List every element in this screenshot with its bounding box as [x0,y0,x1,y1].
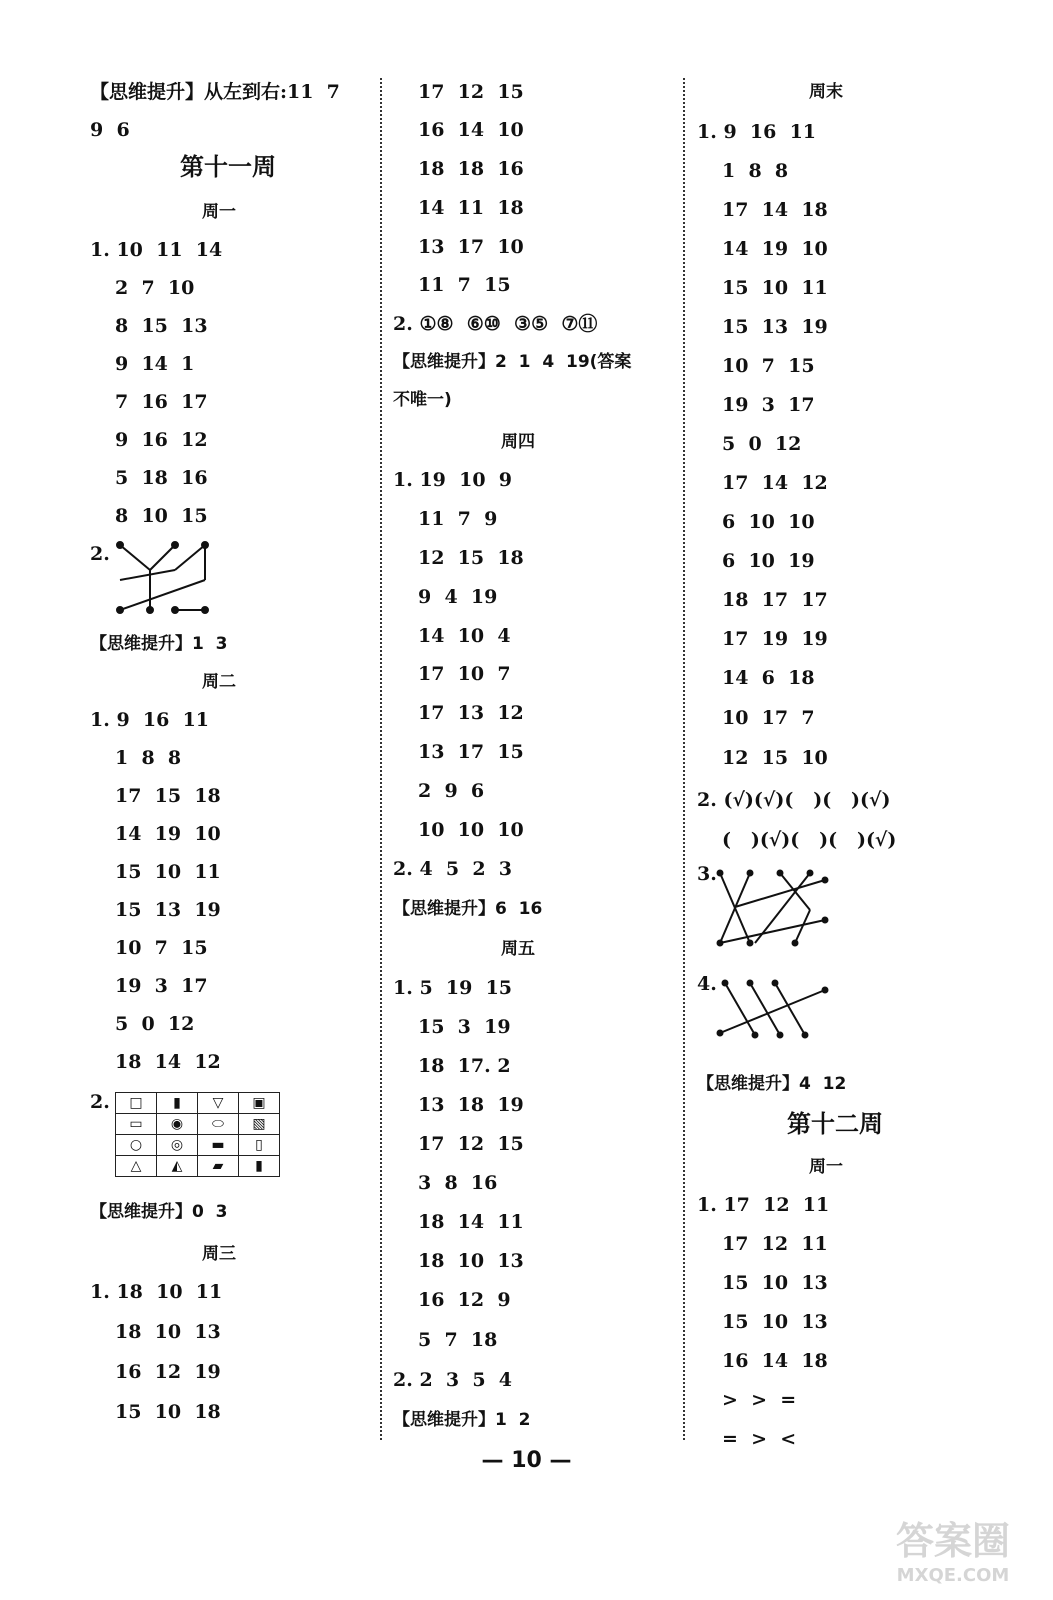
thu-row: 17 13 12 [418,702,524,724]
fri-row: 15 3 19 [418,1016,511,1038]
weekend-row: 14 19 10 [722,238,828,260]
weekend-title: 周末 [809,82,843,102]
mon-row: 9 14 1 [115,353,195,375]
shape-cell: ⬭ [198,1114,239,1135]
fri-row: 1. 5 19 15 [393,977,513,999]
top-row: 13 17 10 [418,236,524,258]
tue-row: 15 13 19 [115,899,221,921]
shape-cell: ◉ [157,1114,198,1135]
watermark-text: 答案圈 [895,1519,1010,1563]
fri-row: 18 10 13 [418,1250,524,1272]
matching-diagram-q3 [715,865,830,950]
shape-cell: ▧ [239,1114,280,1135]
matching-diagram-q4 [715,975,830,1045]
thu-row: 11 7 9 [418,508,498,530]
q3-label: 3. [697,863,717,885]
shape-cell: ◎ [157,1135,198,1156]
thu-row: 17 10 7 [418,663,511,685]
q2-check-line-1: 2. (√)(√)( )( )(√) [697,789,891,811]
tue-title: 周二 [202,672,236,692]
week12-title: 第十二周 [787,1109,883,1138]
watermark-url: MXQE.COM [896,1565,1010,1586]
shape-cell: ▣ [239,1093,280,1114]
weekend-row: 5 0 12 [722,433,802,455]
tue-row: 19 3 17 [115,975,208,997]
weekend-row: 6 10 19 [722,550,815,572]
w12-row: 17 12 11 [722,1233,828,1255]
fri-row: 18 17. 2 [418,1055,511,1077]
tue-row: 14 19 10 [115,823,221,845]
fri-q2: 2. 2 3 5 4 [393,1369,513,1391]
mon-row: 2 7 10 [115,277,195,299]
weekend-row: 6 10 10 [722,511,815,533]
wed-row: 1. 18 10 11 [90,1281,223,1303]
w12-row: > > = [722,1389,797,1411]
w12-row: 16 14 18 [722,1350,828,1372]
think-top: 【思维提升】从左到右:11 7 [90,81,340,103]
w12-row: 1. 17 12 11 [697,1194,830,1216]
mon-row: 1. 10 11 14 [90,239,223,261]
fri-row: 3 8 16 [418,1172,498,1194]
tue-row: 15 10 11 [115,861,221,883]
tue-row: 1. 9 16 11 [90,709,210,731]
wed-row: 15 10 18 [115,1401,221,1423]
shape-cell: ▭ [116,1114,157,1135]
weekend-row: 17 14 12 [722,472,828,494]
thu-row: 12 15 18 [418,547,524,569]
weekend-row: 10 7 15 [722,355,815,377]
weekend-row: 15 13 19 [722,316,828,338]
tue-row: 1 8 8 [115,747,182,769]
thu-row: 13 17 15 [418,741,524,763]
shape-cell: ▯ [239,1135,280,1156]
fri-think: 【思维提升】1 2 [393,1410,531,1430]
tue-think: 【思维提升】0 3 [90,1202,228,1222]
mon-row: 5 18 16 [115,467,208,489]
week11-title: 第十一周 [180,152,276,181]
page-number: — 10 — [481,1448,572,1473]
think-1-cont: 不唯一) [393,390,452,410]
mon-q2-label: 2. [90,543,110,565]
top-row: 17 12 15 [418,81,524,103]
fri-row: 5 7 18 [418,1329,498,1351]
top-row: 11 7 15 [418,274,511,296]
thu-think: 【思维提升】6 16 [393,899,543,919]
mon-row: 8 10 15 [115,505,208,527]
shape-cell: ▬ [198,1135,239,1156]
w12-row: 15 10 13 [722,1311,828,1333]
q4-label: 4. [697,973,717,995]
matching-diagram [115,540,215,615]
watermark-logo [878,1510,1028,1588]
thu-row: 1. 19 10 9 [393,469,513,491]
weekend-think: 【思维提升】4 12 [697,1074,847,1094]
tue-row: 18 14 12 [115,1051,221,1073]
weekend-row: 12 15 10 [722,747,828,769]
weekend-row: 19 3 17 [722,394,815,416]
weekend-row: 1 8 8 [722,160,789,182]
w12-row: = > < [722,1428,797,1450]
fri-row: 16 12 9 [418,1289,511,1311]
thu-row: 14 10 4 [418,625,511,647]
column-divider [380,78,382,1440]
column-1 [90,0,380,1440]
thu-title: 周四 [501,432,535,452]
weekend-row: 10 17 7 [722,707,815,729]
shape-cell: ▽ [198,1093,239,1114]
column-2 [393,0,678,1440]
top-row: 14 11 18 [418,197,524,219]
shape-cell: ▰ [198,1156,239,1177]
wed-row: 18 10 13 [115,1321,221,1343]
shape-cell: ◭ [157,1156,198,1177]
tue-row: 17 15 18 [115,785,221,807]
fri-title: 周五 [501,939,535,959]
weekend-row: 17 19 19 [722,628,828,650]
mon-row: 8 15 13 [115,315,208,337]
thu-row: 9 4 19 [418,586,498,608]
q2-check-line-2: ( )(√)( )( )(√) [722,829,897,851]
column-3 [697,0,997,1450]
fri-row: 13 18 19 [418,1094,524,1116]
think-1: 【思维提升】2 1 4 19(答案 [393,352,632,372]
w12-mon-title: 周一 [809,1157,843,1177]
wed-row: 16 12 19 [115,1361,221,1383]
wed-title: 周三 [202,1244,236,1264]
tue-q2-label: 2. [90,1091,110,1113]
mon-think: 【思维提升】1 3 [90,634,228,654]
mon-row: 7 16 17 [115,391,208,413]
fri-row: 18 14 11 [418,1211,524,1233]
shape-cell: ○ [116,1135,157,1156]
thu-q2: 2. 4 5 2 3 [393,858,513,880]
weekend-row: 17 14 18 [722,199,828,221]
weekend-row: 15 10 11 [722,277,828,299]
top-row: 16 14 10 [418,119,524,141]
think-top-cont: 9 6 [90,119,130,141]
weekend-row: 1. 9 16 11 [697,121,817,143]
shape-cell: △ [116,1156,157,1177]
w12-row: 15 10 13 [722,1272,828,1294]
thu-row: 10 10 10 [418,819,524,841]
column-divider [683,78,685,1440]
shape-cell: □ [116,1093,157,1114]
shape-cell: ▮ [157,1093,198,1114]
tue-row: 10 7 15 [115,937,208,959]
fri-row: 17 12 15 [418,1133,524,1155]
shape-cell: ▮ [239,1156,280,1177]
weekend-row: 14 6 18 [722,667,815,689]
tue-row: 5 0 12 [115,1013,195,1035]
shape-grid [115,1092,280,1177]
thu-row: 2 9 6 [418,780,485,802]
q2-answers: 2. ①⑧ ⑥⑩ ③⑤ ⑦⑪ [393,313,598,335]
weekend-row: 18 17 17 [722,589,828,611]
mon-title: 周一 [202,202,236,222]
mon-row: 9 16 12 [115,429,208,451]
top-row: 18 18 16 [418,158,524,180]
